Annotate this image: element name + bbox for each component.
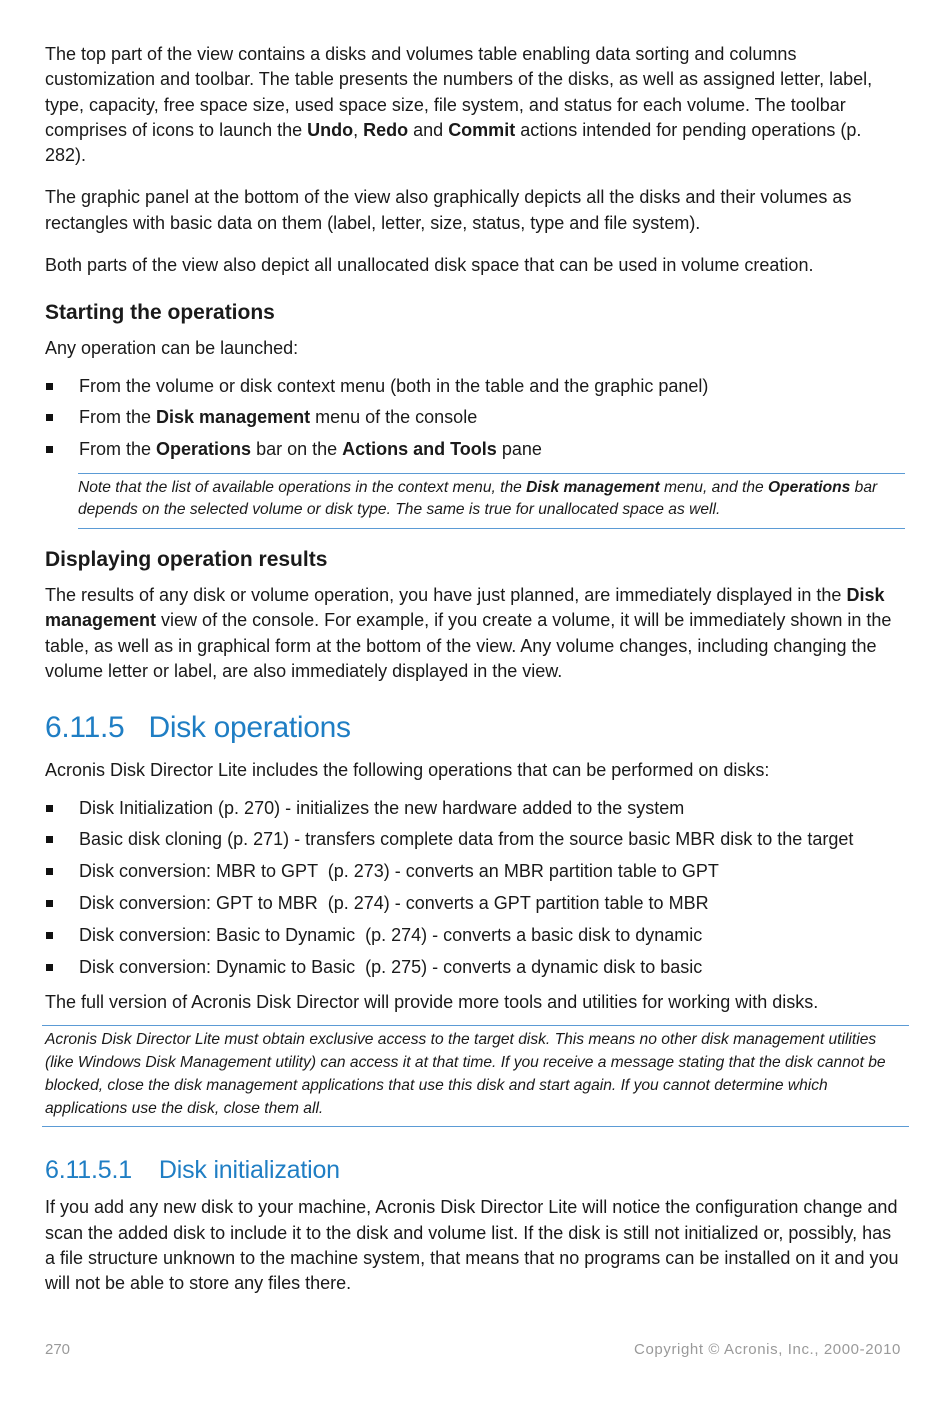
list-item-text: Disk conversion: GPT to MBR (p. 274) - converts a GPT partition table to MBR [79,893,709,914]
list-item-text: Disk conversion: MBR to GPT (p. 273) - converts an MBR partition table to GPT [79,861,719,882]
bullet-icon [46,868,53,875]
redo-term: Redo [363,119,409,140]
text-run: actions intended for pending operations (p. 282). [45,119,862,166]
bullet-icon [46,964,53,971]
results-paragraph [45,583,905,684]
text-run: From the [79,407,157,428]
list-item-text: From the volume or disk context menu (both in the table and the graphic panel) [79,375,709,396]
bullet-icon [46,446,53,453]
starting-lead: Any operation can be launched: [45,338,299,359]
text-run: bar depends on the selected volume or disk type. The same is true for unallocated space as well. [78,478,878,519]
intro-paragraph-2: The graphic panel at the bottom of the view also graphically depicts all the disks and their volumes as rectangles with basic data on them (label, letter, size, status, type and file system). [45,187,852,233]
text-run: menu of the console [310,407,478,428]
operations-note [78,473,905,530]
text-run: and [408,119,449,140]
list-item [45,437,905,462]
text-run: view of the console. For example, if you create a volume, it will be immediately shown in the table, as well as in graphical form at the bottom of the view. Any volume changes, including changing the volume letter or label, are also immediately displayed in the view. [45,610,892,682]
copyright-notice: Copyright © Acronis, Inc., 2000-2010 [634,1341,901,1358]
intro-paragraph-3: Both parts of the view also depict all unallocated disk space that can be used in volume creation. [45,255,814,276]
list-item [45,891,905,916]
text-run: The top part of the view contains a disks and volumes table enabling data sorting and columns customization and toolbar. The table presents the numbers of the disks, as well as assigned letter, label, type, capacity, free space size, used space size, file system, and status for each volume. The toolbar comprises of icons to launch the [45,44,873,140]
text-run: pane [496,439,542,460]
launch-methods-list [45,374,905,463]
disk-management-term: Disk management [156,407,311,428]
intro-paragraph-1 [45,42,905,168]
list-item [45,405,905,430]
text-run: , [353,119,364,140]
text-run: From the [79,439,157,460]
text-run: The results of any disk or volume operation, you have just planned, are immediately displayed in the [45,585,847,606]
text-run: menu, and the [659,478,769,496]
text-run: Note that the list of available operations in the context menu, the [78,478,527,496]
disk-management-term: Disk management [526,478,660,496]
list-item-text: Basic disk cloning (p. 271) - transfers complete data from the source basic MBR disk to the target [79,829,854,850]
list-item [45,796,905,821]
exclusive-access-note: Acronis Disk Director Lite must obtain exclusive access to the target disk. This means no other disk management utilities (like Windows Disk Management utility) can access it at that time. If you receive a message stating that the disk cannot be blocked, close the disk management applications that use this disk and start again. If you cannot determine which applications use the disk, close them all. [42,1025,909,1127]
operation-results-heading: Displaying operation results [45,548,328,572]
operations-term: Operations [156,439,252,460]
disk-initialization-heading: 6.11.5.1 Disk initialization [45,1156,340,1185]
bullet-icon [46,932,53,939]
undo-term: Undo [307,119,354,140]
operations-term: Operations [768,478,851,496]
disk-operations-heading: 6.11.5 Disk operations [45,711,351,745]
bullet-icon [46,414,53,421]
text-run: bar on the [251,439,343,460]
initialization-paragraph: If you add any new disk to your machine, Acronis Disk Director Lite will notice the configuration change and scan the added disk to include it to the disk and volume list. If the disk is still not initialized or, possibly, has a file structure unknown to the machine system, that means that no programs can be installed on it and you will not be able to store any files there. [45,1197,899,1294]
bullet-icon [46,836,53,843]
page-content [45,42,905,1297]
list-item [45,955,905,980]
list-item [45,374,905,399]
list-item-text: Disk conversion: Dynamic to Basic (p. 275) - converts a dynamic disk to basic [79,956,703,977]
list-item [45,923,905,948]
list-item-text: Disk conversion: Basic to Dynamic (p. 274) - converts a basic disk to dynamic [79,924,703,945]
page-number: 270 [45,1341,71,1358]
disk-ops-lead: Acronis Disk Director Lite includes the following operations that can be performed on disks: [45,760,770,781]
bullet-icon [46,900,53,907]
commit-term: Commit [448,119,516,140]
disk-ops-list [45,796,905,980]
starting-operations-heading: Starting the operations [45,301,275,325]
bullet-icon [46,805,53,812]
disk-management-term: Disk management [45,585,885,631]
bullet-icon [46,383,53,390]
actions-tools-term: Actions and Tools [342,439,497,460]
list-item [45,827,905,852]
list-item [45,859,905,884]
list-item-text: Disk Initialization (p. 270) - initializes the new hardware added to the system [79,797,685,818]
full-version-paragraph: The full version of Acronis Disk Director will provide more tools and utilities for working with disks. [45,991,819,1012]
